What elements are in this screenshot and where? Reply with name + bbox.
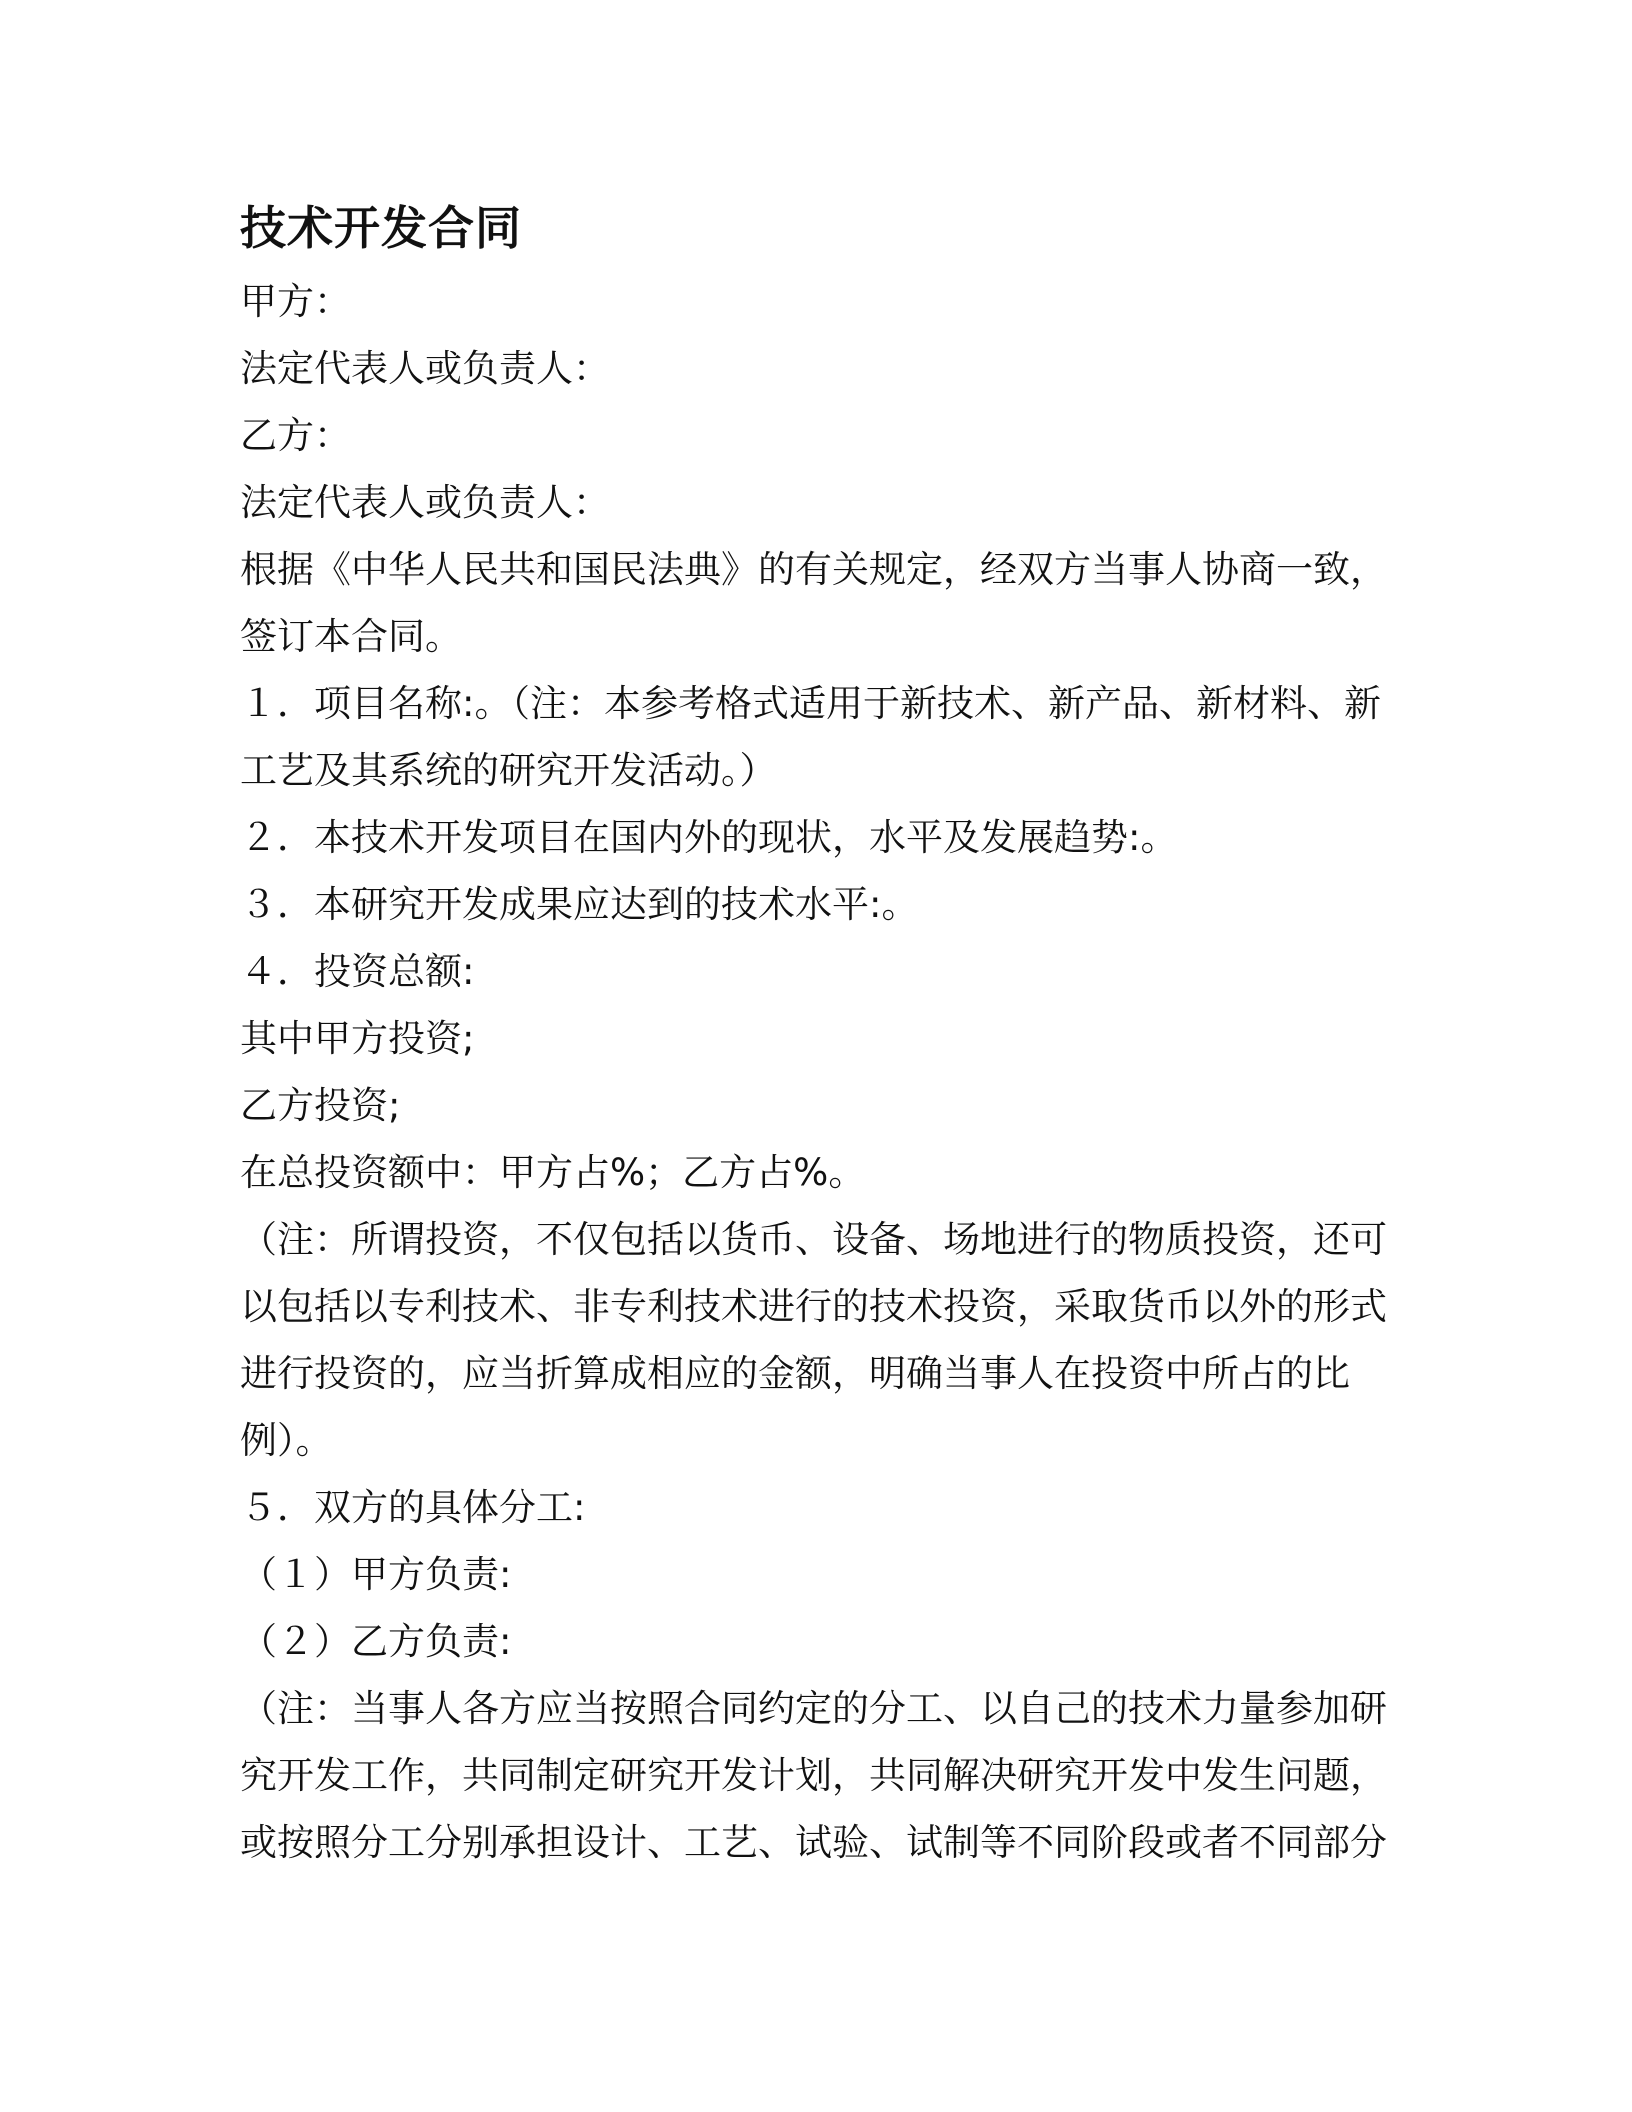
clause-4-note-line: 以包括以专利技术、非专利技术进行的技术投资，采取货币以外的形式 xyxy=(240,1285,1387,1328)
clause-4-line: ４．投资总额: xyxy=(240,950,475,993)
preamble-line: 签订本合同。 xyxy=(240,615,462,658)
clause-4-note-line: 进行投资的，应当折算成相应的金额，明确当事人在投资中所占的比 xyxy=(240,1352,1350,1395)
party-a-representative-line: 法定代表人或负责人： xyxy=(240,347,610,390)
party-b-line: 乙方： xyxy=(240,414,351,457)
clause-4-investment-ratio: 在总投资额中：甲方占%；乙方占%。 xyxy=(240,1151,866,1194)
clause-5-party-a-duty: （１）甲方负责: xyxy=(240,1553,512,1596)
clause-5-line: ５．双方的具体分工: xyxy=(240,1486,586,1529)
preamble-line: 根据《中华人民共和国民法典》的有关规定，经双方当事人协商一致， xyxy=(240,548,1387,591)
clause-5-note-line: （注：当事人各方应当按照合同约定的分工、以自己的技术力量参加研 xyxy=(240,1687,1387,1730)
document-title: 技术开发合同 xyxy=(240,201,522,255)
clause-2-line: ２．本技术开发项目在国内外的现状，水平及发展趋势:。 xyxy=(240,816,1178,859)
clause-4-note-line: 例）。 xyxy=(240,1419,333,1462)
document-body xyxy=(240,190,1400,1876)
clause-4-party-b-investment: 乙方投资; xyxy=(240,1084,401,1127)
clause-4-party-a-investment: 其中甲方投资; xyxy=(240,1017,475,1060)
clause-1-line: 工艺及其系统的研究开发活动。） xyxy=(240,749,777,792)
clause-5-note-line: 或按照分工分别承担设计、工艺、试验、试制等不同阶段或者不同部分 xyxy=(240,1821,1387,1864)
party-b-representative-line: 法定代表人或负责人： xyxy=(240,481,610,524)
clause-3-line: ３．本研究开发成果应达到的技术水平:。 xyxy=(240,883,919,926)
clause-5-note-line: 究开发工作，共同制定研究开发计划，共同解决研究开发中发生问题， xyxy=(240,1754,1387,1797)
party-a-line: 甲方： xyxy=(240,280,351,323)
clause-1-line: １．项目名称:。（注：本参考格式适用于新技术、新产品、新材料、新 xyxy=(240,682,1381,725)
clause-5-party-b-duty: （２）乙方负责: xyxy=(240,1620,512,1663)
clause-4-note-line: （注：所谓投资，不仅包括以货币、设备、场地进行的物质投资，还可 xyxy=(240,1218,1387,1261)
